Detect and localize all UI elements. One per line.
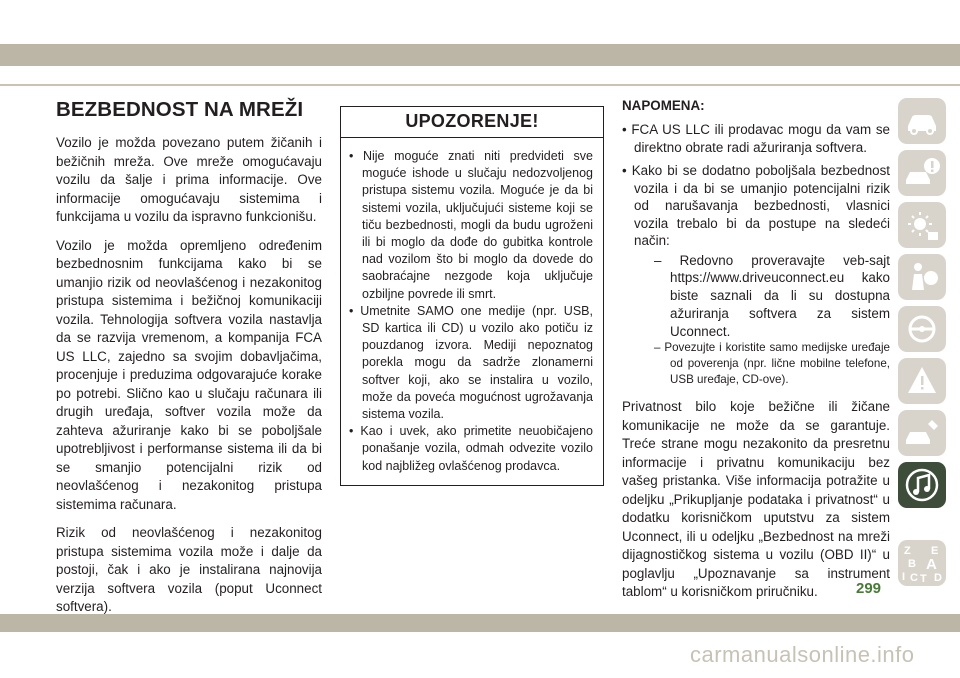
note-item-text: • Kako bi se dodatno poboljšala bezbednost vozila i da bi se umanjio potencijalni rizik od narušavanja bezbednosti, vlasnici vozila trebalo bi da postupe na sledeći način: — [622, 163, 890, 248]
sun-dashboard-icon[interactable] — [898, 202, 946, 248]
page-number: 299 — [856, 580, 882, 597]
watermark-text: carmanualsonline.info — [690, 642, 915, 667]
security-paragraph: Vozilo je možda opremljeno određenim bezbednosnim funkcijama kako bi se umanjio rizik od neovlašćenog i nezakonitog pristupa sistemima i bežičnoj komunikaciji vozila. Tehnologija softvera vozila nastavlja da se razvija vremenom, a kompanija FCA US LLC, zajedno sa svojim dobavljačima, procenjuje i preduzima odgovarajuće korake po potrebi. Slično kao u slučaju računara ili drugih uređaja, softver vozila može da zahteva ažuriranje kako bi se poboljšale upotrebljivost i performanse sistema ili da bi se smanjio potencijalni rizik od neovlašćenog i nezakonitog pristupa sistemima računara. — [56, 237, 322, 512]
warning-road-icon[interactable] — [898, 358, 946, 404]
header-band — [0, 44, 960, 66]
page-title: BEZBEDNOST NA MREŽI — [56, 98, 304, 121]
note-list — [622, 121, 890, 388]
intro-paragraph: Vozilo je možda povezano putem žičanih i bežičnih mreža. Ove mreže omogućavaju vozilu da šalje i prima informacije. Ove informacije omogućavaju sistemima i funkcijama u vozilu da ispravno funkcionišu. — [56, 135, 322, 224]
car-icon[interactable] — [898, 98, 946, 144]
index-letter: T — [920, 573, 927, 585]
car-info-icon[interactable] — [898, 150, 946, 196]
note-item: • FCA US LLC ili prodavac mogu da vam se direktno obrate radi ažuriranja softvera. — [622, 122, 890, 155]
steering-wheel-icon[interactable] — [898, 306, 946, 352]
warning-item: • Kao i uvek, ako primetite neuobičajeno ponašanje vozila, odmah odvezite vozilo kod najbližeg ovlašćenog prodavca. — [349, 424, 593, 473]
index-letter: C — [910, 572, 918, 584]
index-letter: A — [926, 556, 937, 573]
warning-item: • Umetnite SAMO one medije (npr. USB, SD kartica ili CD) u vozilo ako potiču iz pouzdanog izvora. Mediji nepoznatog porekla mogu da sadrže zlonamerni softver koji, ako se instalira u vozilo, može da poveća mogućnost ugrožavanja sistema vozila. — [349, 303, 593, 422]
risk-paragraph: Rizik od neovlašćenog i nezakonitog pristupa sistemima vozila može i dalje da postoji, čak i ako je instalirana najnovija verzija softvera vozila (poput Uconnect softvera). — [56, 525, 322, 614]
header-rule — [0, 84, 960, 86]
left-column — [56, 98, 322, 627]
footer-band — [0, 614, 960, 632]
warning-box — [340, 106, 604, 486]
note-subitem: – Povezujte i koristite samo medijske uređaje od poverenja (npr. lične mobilne telefone, USB uređaje, CD-ove). — [654, 341, 890, 387]
index-letter: E — [931, 545, 939, 557]
note-heading: NAPOMENA: — [622, 98, 705, 113]
seatbelt-airbag-icon[interactable] — [898, 254, 946, 300]
top-margin — [0, 0, 960, 44]
note-item — [622, 162, 890, 388]
warning-title: UPOZORENJE! — [341, 107, 603, 138]
right-column — [622, 98, 890, 612]
multimedia-icon[interactable] — [898, 462, 946, 508]
index-letter: D — [934, 572, 942, 584]
warning-list — [341, 138, 603, 485]
index-letter: I — [902, 571, 906, 583]
note-subitem: – Redovno proveravajte veb-sajt https://www.driveuconnect.eu kako biste saznali da li su dostupna ažuriranja softvera za sistem Uconnect. — [654, 252, 890, 339]
wrench-car-icon[interactable] — [898, 410, 946, 456]
warning-item: • Nije moguće znati niti predvideti sve moguće ishode u slučaju nedozvoljenog pristupa sistemu vozila. Moguće je da bi sistemi vozila, uključujući sisteme koji se tiču bezbednosti, mogli da budu ugroženi ili bi moglo da dođe do gubitka kontrole nad vozilom što bi moglo da dovede do saobraćajne nezgode koja uključuje ozbiljne povrede ili smrt. — [349, 149, 593, 301]
index-letter: Z — [904, 545, 911, 557]
privacy-paragraph: Privatnost bilo koje bežične ili žičane komunikacije ne može da se garantuje. Treće strane mogu nezakonito da presretnu informacije i privatnu komunikaciju bez vašeg pristanka. Više informacija potražite u odeljku „Prikupljanje podataka i privatnost“ u dodatku korisničkom uputstvu za sistem Uconnect, ili u odeljku „Bezbednost na mreži dijagnostičkog sistema u vozilu (OBD II)“ u poglavlju „Upoznavanje sa instrument tablom“ u korisničkom priručniku. — [622, 399, 890, 600]
index-icon[interactable] — [898, 540, 946, 586]
index-letter: B — [908, 558, 916, 570]
note-sublist — [634, 252, 890, 389]
